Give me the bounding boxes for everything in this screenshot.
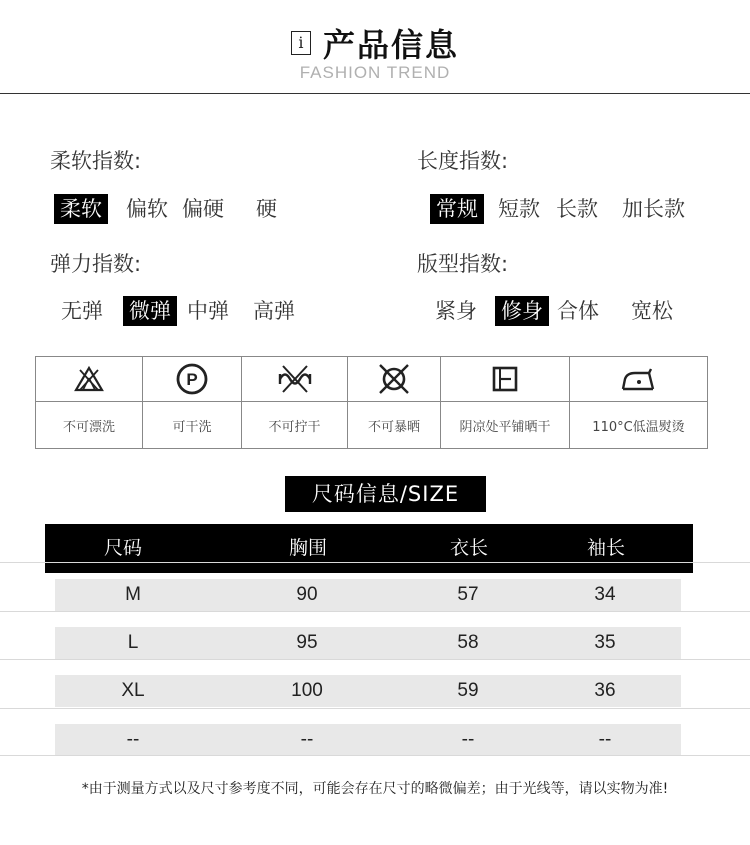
no-bleach-icon bbox=[36, 357, 142, 402]
header-cell-size: 尺码 bbox=[103, 537, 143, 559]
elasticity-options bbox=[55, 296, 301, 326]
header-cell-length: 衣长 bbox=[449, 537, 489, 559]
table-cell: 100 bbox=[291, 680, 323, 701]
no-tumble-dry-icon bbox=[348, 357, 440, 402]
table-cell: 95 bbox=[296, 632, 318, 653]
elasticity-option: 高弹 bbox=[253, 299, 295, 323]
table-cell: 59 bbox=[457, 680, 479, 701]
fit-option: 合体 bbox=[557, 299, 599, 323]
length-options bbox=[430, 194, 691, 224]
care-cell bbox=[36, 357, 143, 448]
care-text: 110°C低温熨烫 bbox=[592, 419, 685, 435]
header-cell-sleeve: 袖长 bbox=[586, 537, 626, 559]
table-row bbox=[55, 675, 681, 707]
softness-options bbox=[54, 194, 283, 224]
length-option: 加长款 bbox=[622, 197, 685, 221]
care-cell bbox=[242, 357, 348, 448]
care-cell bbox=[441, 357, 570, 448]
elasticity-label: 弹力指数: bbox=[50, 252, 142, 276]
table-cell: L bbox=[127, 632, 139, 653]
table-cell: -- bbox=[126, 729, 140, 750]
table-cell: XL bbox=[121, 680, 145, 701]
care-cell bbox=[143, 357, 242, 448]
softness-option: 偏硬 bbox=[182, 197, 224, 221]
elasticity-option: 中弹 bbox=[187, 299, 229, 323]
measurement-note: *由于测量方式以及尺寸参考度不同，可能会存在尺寸的略微偏差；由于光线等，请以实物为准! bbox=[81, 781, 669, 797]
row-divider bbox=[0, 562, 750, 563]
table-cell: 90 bbox=[296, 584, 318, 605]
fit-option: 修身 bbox=[495, 296, 549, 326]
table-cell: 57 bbox=[457, 584, 479, 605]
fit-label: 版型指数: bbox=[417, 252, 509, 276]
fit-options bbox=[429, 296, 679, 326]
elasticity-option: 无弹 bbox=[61, 299, 103, 323]
row-divider bbox=[0, 708, 750, 709]
page-title: 产品信息 bbox=[322, 26, 459, 64]
care-text: 不可拧干 bbox=[268, 419, 321, 435]
length-option: 长款 bbox=[556, 197, 598, 221]
row-divider bbox=[0, 611, 750, 612]
care-instructions-table bbox=[35, 356, 708, 449]
fit-option: 紧身 bbox=[435, 299, 477, 323]
care-cell bbox=[348, 357, 441, 448]
softness-option: 柔软 bbox=[54, 194, 108, 224]
svg-text:P: P bbox=[186, 370, 198, 389]
iron-icon bbox=[570, 357, 707, 402]
table-cell: 35 bbox=[594, 632, 616, 653]
size-table-header bbox=[45, 524, 693, 573]
page-subtitle: FASHION TREND bbox=[299, 63, 451, 82]
elasticity-option: 微弹 bbox=[123, 296, 177, 326]
info-icon: i bbox=[291, 31, 311, 55]
softness-label: 柔软指数: bbox=[50, 149, 142, 173]
size-section-title: 尺码信息/SIZE bbox=[285, 476, 486, 512]
table-cell: 58 bbox=[457, 632, 479, 653]
table-cell: -- bbox=[300, 729, 314, 750]
title-row bbox=[0, 20, 750, 66]
care-text: 不可漂洗 bbox=[62, 419, 115, 435]
length-option: 短款 bbox=[498, 197, 540, 221]
care-text: 不可暴晒 bbox=[367, 419, 420, 435]
fit-option: 宽松 bbox=[631, 299, 673, 323]
table-cell: 36 bbox=[594, 680, 616, 701]
row-divider bbox=[0, 659, 750, 660]
care-text: 可干洗 bbox=[172, 419, 212, 435]
table-row bbox=[55, 627, 681, 659]
table-cell: 34 bbox=[594, 584, 616, 605]
row-divider bbox=[0, 755, 750, 756]
care-cell bbox=[570, 357, 707, 448]
header-cell-chest: 胸围 bbox=[288, 537, 328, 559]
dry-clean-p-icon bbox=[143, 357, 241, 402]
table-cell: -- bbox=[461, 729, 475, 750]
length-option: 常规 bbox=[430, 194, 484, 224]
header-divider bbox=[0, 93, 750, 94]
care-text: 阴凉处平铺晒干 bbox=[459, 419, 551, 435]
dry-flat-in-shade-icon bbox=[441, 357, 569, 402]
length-label: 长度指数: bbox=[417, 149, 509, 173]
table-row bbox=[55, 579, 681, 611]
softness-option: 偏软 bbox=[126, 197, 168, 221]
table-cell: M bbox=[125, 584, 141, 605]
no-wring-icon bbox=[242, 357, 347, 402]
softness-option: 硬 bbox=[256, 197, 277, 221]
table-row bbox=[55, 724, 681, 756]
table-cell: -- bbox=[598, 729, 612, 750]
page-header bbox=[0, 0, 750, 94]
